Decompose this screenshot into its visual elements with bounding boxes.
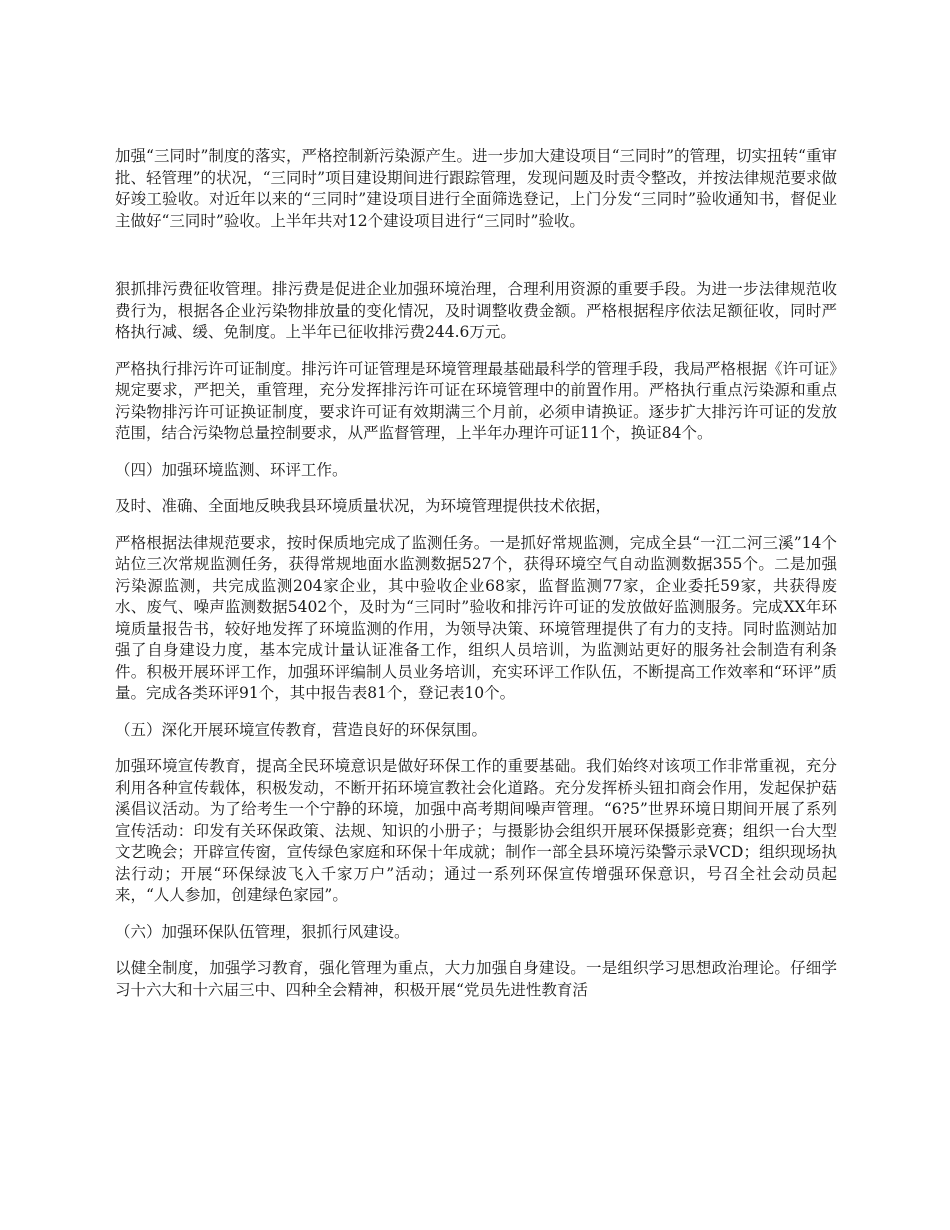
paragraph-pollution-fee: 狠抓排污费征收管理。排污费是促进企业加强环境治理，合理利用资源的重要手段。为进一步法律规范收费行为，根据各企业污染物排放量的变化情况，及时调整收费金额。严格根据程序依法足额征收，同时严格执行减、缓、免制度。上半年已征收排污费244.6万元。 xyxy=(115,280,837,341)
section-heading-publicity: （五）深化开展环境宣传教育，营造良好的环保氛围。 xyxy=(115,720,488,739)
section-heading-monitoring: （四）加强环境监测、环评工作。 xyxy=(115,460,348,479)
paragraph-monitoring-intro: 及时、准确、全面地反映我县环境质量状况，为环境管理提供技术依据， xyxy=(115,497,612,515)
paragraph-discharge-permit: 严格执行排污许可证制度。排污许可证管理是环境管理最基础最科学的管理手段，我局严格根据《许可证》规定要求，严把关，重管理，充分发挥排污许可证在环境管理中的前置作用。严格执行重点污染源和重点污染物排污许可证换证制度，要求许可证有效期满三个月前，必须申请换证。逐步扩大排污许可证的发放范围，结合污染物总量控制要求，从严监督管理，上半年办理许可证11个，换证84个。 xyxy=(115,359,837,442)
paragraph-publicity-details: 加强环境宣传教育，提高全民环境意识是做好环保工作的重要基础。我们始终对该项工作非常重视，充分利用各种宣传载体，积极发动，不断开拓环境宣教社会化道路。充分发挥桥头钮扣商会作用，发起保护菇溪倡议活动。为了给考生一个宁静的环境，加强中高考期间噪声管理。“6?5”世界环境日期间开展了系列宣传活动：印发有关环保政策、法规、知识的小册子；与摄影协会组织开展环保摄影竞赛；组织一台大型文艺晚会；开辟宣传窗，宣传绿色家庭和环保十年成就；制作一部全县环境污染警示录VCD；组织现场执法行动；开展“环保绿波飞入千家万户”活动；通过一系列环保宣传增强环保意识，号召全社会动员起来，“人人参加，创建绿色家园”。 xyxy=(115,757,837,904)
section-heading-team-management: （六）加强环保队伍管理，狠抓行风建设。 xyxy=(115,922,410,941)
paragraph-monitoring-details: 严格根据法律规范要求，按时保质地完成了监测任务。一是抓好常规监测，完成全县“一江二河三溪”14个站位三次常规监测任务，获得常规地面水监测数据527个，获得环境空气自动监测数据355个。二是加强污染源监测，共完成监测204家企业，其中验收企业68家，监督监测77家，企业委托59家，共获得废水、废气、噪声监测数据5402个，及时为“三同时”验收和排污许可证的发放做好监测服务。完成XX年环境质量报告书，较好地发挥了环境监测的作用，为领导决策、环境管理提供了有力的支持。同时监测站加强了自身建设力度，基本完成计量认证准备工作，组织人员培训，为监测站更好的服务社会制造有利条件。积极开展环评工作，加强环评编制人员业务培训，充实环评工作队伍，不断提高工作效率和“环评”质量。完成各类环评91个，其中报告表81个，登记表10个。 xyxy=(115,533,837,702)
paragraph-three-simultaneous: 加强“三同时”制度的落实，严格控制新污染源产生。进一步加大建设项目“三同时”的管理，切实扭转“重审批、轻管理”的状况，“三同时”项目建设期间进行跟踪管理，发现问题及时责令整改，并按法律规范要求做好竣工验收。对近年以来的“三同时”建设项目进行全面筛选登记，上门分发“三同时”验收通知书，督促业主做好“三同时”验收。上半年共对12个建设项目进行“三同时”验收。 xyxy=(115,147,837,230)
paragraph-team-management: 以健全制度，加强学习教育，强化管理为重点，大力加强自身建设。一是组织学习思想政治理论。仔细学习十六大和十六届三中、四种全会精神，积极开展“党员先进性教育活 xyxy=(115,959,837,999)
document-page xyxy=(115,146,837,1016)
